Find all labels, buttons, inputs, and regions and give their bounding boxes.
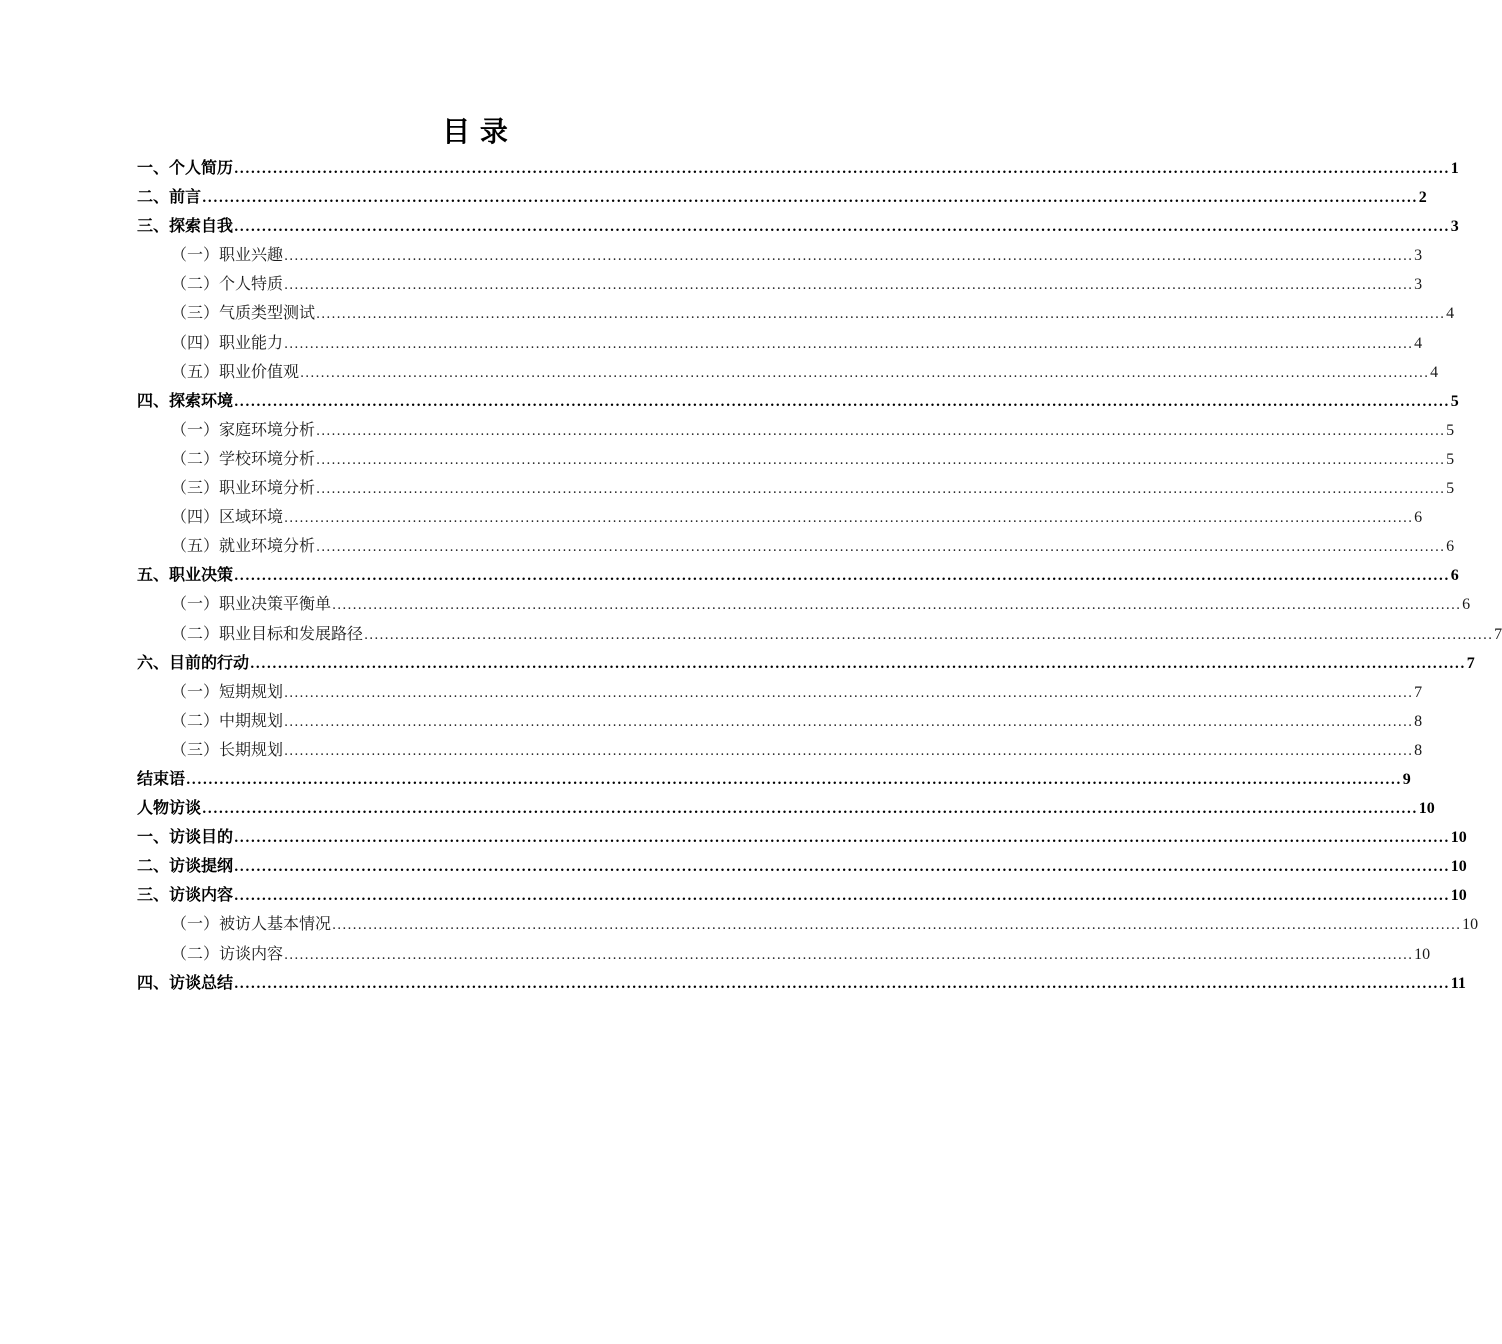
toc-entry-label: （一）短期规划 xyxy=(171,681,284,701)
toc-dot-leader: ............................................................................................................................................................................................................................ xyxy=(284,685,1414,701)
toc-dot-leader: ............................................................................................................................................................................................................................ xyxy=(316,423,1446,439)
toc-title: 目 录 xyxy=(442,115,508,148)
toc-dot-leader: ............................................................................................................................................................................................................................ xyxy=(316,452,1446,468)
toc-entry[interactable] xyxy=(137,269,1423,298)
toc-entry-page: 5 xyxy=(1446,421,1455,439)
toc-dot-leader: ............................................................................................................................................................................................................................ xyxy=(234,220,1450,236)
toc-entry-page: 10 xyxy=(1414,945,1431,963)
toc-entry-page: 8 xyxy=(1414,712,1423,730)
toc-entry[interactable] xyxy=(137,968,1466,997)
toc-entry[interactable] xyxy=(137,880,1467,909)
toc-entry-label: 四、探索环境 xyxy=(137,390,234,410)
toc-entry-page: 10 xyxy=(1450,858,1467,876)
toc-entry-label: 五、职业决策 xyxy=(137,565,234,585)
toc-entry-label: （一）被访人基本情况 xyxy=(171,914,332,934)
toc-entry[interactable] xyxy=(137,444,1455,473)
toc-dot-leader: ............................................................................................................................................................................................................................ xyxy=(202,802,1418,818)
toc-entry-page: 5 xyxy=(1450,392,1459,410)
toc-entry[interactable] xyxy=(137,328,1423,357)
toc-entry[interactable] xyxy=(137,706,1423,735)
toc-entry[interactable] xyxy=(137,240,1423,269)
toc-entry[interactable] xyxy=(137,153,1459,182)
toc-entry-page: 11 xyxy=(1450,974,1466,992)
toc-entry-page: 10 xyxy=(1462,916,1479,934)
toc-dot-leader: ............................................................................................................................................................................................................................ xyxy=(284,249,1414,265)
toc-entry-label: （五）就业环境分析 xyxy=(171,536,316,556)
toc-dot-leader: ............................................................................................................................................................................................................................ xyxy=(234,831,1450,847)
toc-entry-page: 1 xyxy=(1450,160,1459,177)
toc-entry[interactable] xyxy=(137,764,1411,793)
toc-entry[interactable] xyxy=(137,386,1459,415)
toc-entry-page: 6 xyxy=(1446,538,1455,556)
toc-entry[interactable] xyxy=(137,939,1431,968)
toc-entry-page: 6 xyxy=(1462,596,1471,614)
toc-dot-leader: ............................................................................................................................................................................................................................ xyxy=(186,772,1402,788)
toc-entry-label: （二）访谈内容 xyxy=(171,943,284,963)
toc-dot-leader: ............................................................................................................................................................................................................................ xyxy=(284,336,1414,352)
toc-entry-label: 二、前言 xyxy=(137,187,202,207)
toc-dot-leader: ............................................................................................................................................................................................................................ xyxy=(234,889,1450,905)
toc-entry-page: 4 xyxy=(1414,334,1423,352)
toc-dot-leader: ............................................................................................................................................................................................................................ xyxy=(234,976,1450,992)
toc-entry[interactable] xyxy=(137,211,1459,240)
toc-entry-page: 10 xyxy=(1418,800,1435,818)
toc-dot-leader: ............................................................................................................................................................................................................................ xyxy=(332,598,1462,614)
toc-entry-label: 四、访谈总结 xyxy=(137,972,234,992)
toc-entry[interactable] xyxy=(137,531,1455,560)
toc-entry-page: 10 xyxy=(1450,887,1467,905)
toc-dot-leader: ............................................................................................................................................................................................................................ xyxy=(316,482,1446,498)
toc-entry-label: 三、访谈内容 xyxy=(137,885,234,905)
toc-entry-label: （一）职业兴趣 xyxy=(171,245,284,265)
toc-dot-leader: ............................................................................................................................................................................................................................ xyxy=(284,743,1414,759)
toc-entry-page: 7 xyxy=(1414,683,1423,701)
toc-entry[interactable] xyxy=(137,735,1423,764)
toc-entry-page: 5 xyxy=(1446,480,1455,498)
toc-dot-leader: ............................................................................................................................................................................................................................ xyxy=(316,540,1446,556)
toc-dot-leader: ............................................................................................................................................................................................................................ xyxy=(234,162,1450,177)
toc-entry[interactable] xyxy=(137,793,1435,822)
toc-entry-page: 7 xyxy=(1466,654,1475,672)
toc-entry-page: 8 xyxy=(1414,741,1423,759)
toc-entry[interactable] xyxy=(137,560,1459,589)
toc-entry-label: 二、访谈提纲 xyxy=(137,856,234,876)
toc-entry-page: 4 xyxy=(1446,305,1455,323)
toc-entry-label: 一、访谈目的 xyxy=(137,827,234,847)
toc-entry-page: 6 xyxy=(1450,567,1459,585)
toc-entry[interactable] xyxy=(137,909,1479,938)
toc-dot-leader: ............................................................................................................................................................................................................................ xyxy=(332,918,1462,934)
toc-entry-label: （二）学校环境分析 xyxy=(171,448,316,468)
toc-entry-label: （四）区域环境 xyxy=(171,507,284,527)
toc-dot-leader: ............................................................................................................................................................................................................................ xyxy=(234,569,1450,585)
toc-entry-label: 六、目前的行动 xyxy=(137,652,250,672)
toc-entry-page: 10 xyxy=(1450,829,1467,847)
toc-entry-label: 结束语 xyxy=(137,768,186,788)
toc-entry-page: 2 xyxy=(1418,189,1427,207)
toc-list xyxy=(137,153,1502,997)
toc-dot-leader: ............................................................................................................................................................................................................................ xyxy=(234,394,1450,410)
toc-entry-label: （二）中期规划 xyxy=(171,710,284,730)
toc-entry-label: （一）家庭环境分析 xyxy=(171,419,316,439)
toc-entry-label: （一）职业决策平衡单 xyxy=(171,594,332,614)
toc-entry-label: （三）气质类型测试 xyxy=(171,303,316,323)
toc-entry[interactable] xyxy=(137,589,1471,618)
toc-entry-label: （四）职业能力 xyxy=(171,332,284,352)
toc-entry[interactable] xyxy=(137,415,1455,444)
toc-dot-leader: ............................................................................................................................................................................................................................ xyxy=(364,627,1494,643)
toc-entry[interactable] xyxy=(137,298,1455,327)
toc-dot-leader: ............................................................................................................................................................................................................................ xyxy=(284,278,1414,294)
toc-dot-leader: ............................................................................................................................................................................................................................ xyxy=(316,307,1446,323)
toc-entry[interactable] xyxy=(137,851,1467,880)
toc-entry[interactable] xyxy=(137,822,1467,851)
toc-entry-label: 一、个人简历 xyxy=(137,158,234,177)
toc-dot-leader: ............................................................................................................................................................................................................................ xyxy=(300,365,1430,381)
toc-entry-label: （二）个人特质 xyxy=(171,274,284,294)
toc-entry-label: （三）职业环境分析 xyxy=(171,478,316,498)
toc-entry-page: 5 xyxy=(1446,450,1455,468)
toc-entry[interactable] xyxy=(137,619,1502,648)
toc-entry[interactable] xyxy=(137,357,1439,386)
toc-entry-label: （二）职业目标和发展路径 xyxy=(171,623,364,643)
toc-entry-label: （三）长期规划 xyxy=(171,739,284,759)
toc-dot-leader: ............................................................................................................................................................................................................................ xyxy=(284,947,1414,963)
toc-entry-page: 6 xyxy=(1414,509,1423,527)
toc-entry[interactable] xyxy=(137,677,1423,706)
toc-entry[interactable] xyxy=(137,648,1475,677)
toc-entry-page: 4 xyxy=(1430,363,1439,381)
toc-dot-leader: ............................................................................................................................................................................................................................ xyxy=(234,860,1450,876)
toc-entry[interactable] xyxy=(137,182,1427,211)
toc-dot-leader: ............................................................................................................................................................................................................................ xyxy=(202,191,1418,207)
toc-dot-leader: ............................................................................................................................................................................................................................ xyxy=(284,511,1414,527)
toc-entry-label: （五）职业价值观 xyxy=(171,361,300,381)
toc-dot-leader: ............................................................................................................................................................................................................................ xyxy=(284,714,1414,730)
toc-entry-page: 9 xyxy=(1402,770,1411,788)
toc-entry[interactable] xyxy=(137,473,1455,502)
toc-entry-page: 3 xyxy=(1414,247,1423,265)
toc-dot-leader: ............................................................................................................................................................................................................................ xyxy=(250,656,1466,672)
toc-entry-page: 3 xyxy=(1450,218,1459,236)
toc-entry-label: 三、探索自我 xyxy=(137,216,234,236)
toc-entry-label: 人物访谈 xyxy=(137,798,202,818)
toc-entry-page: 7 xyxy=(1494,625,1502,643)
toc-entry-page: 3 xyxy=(1414,276,1423,294)
toc-entry[interactable] xyxy=(137,502,1423,531)
